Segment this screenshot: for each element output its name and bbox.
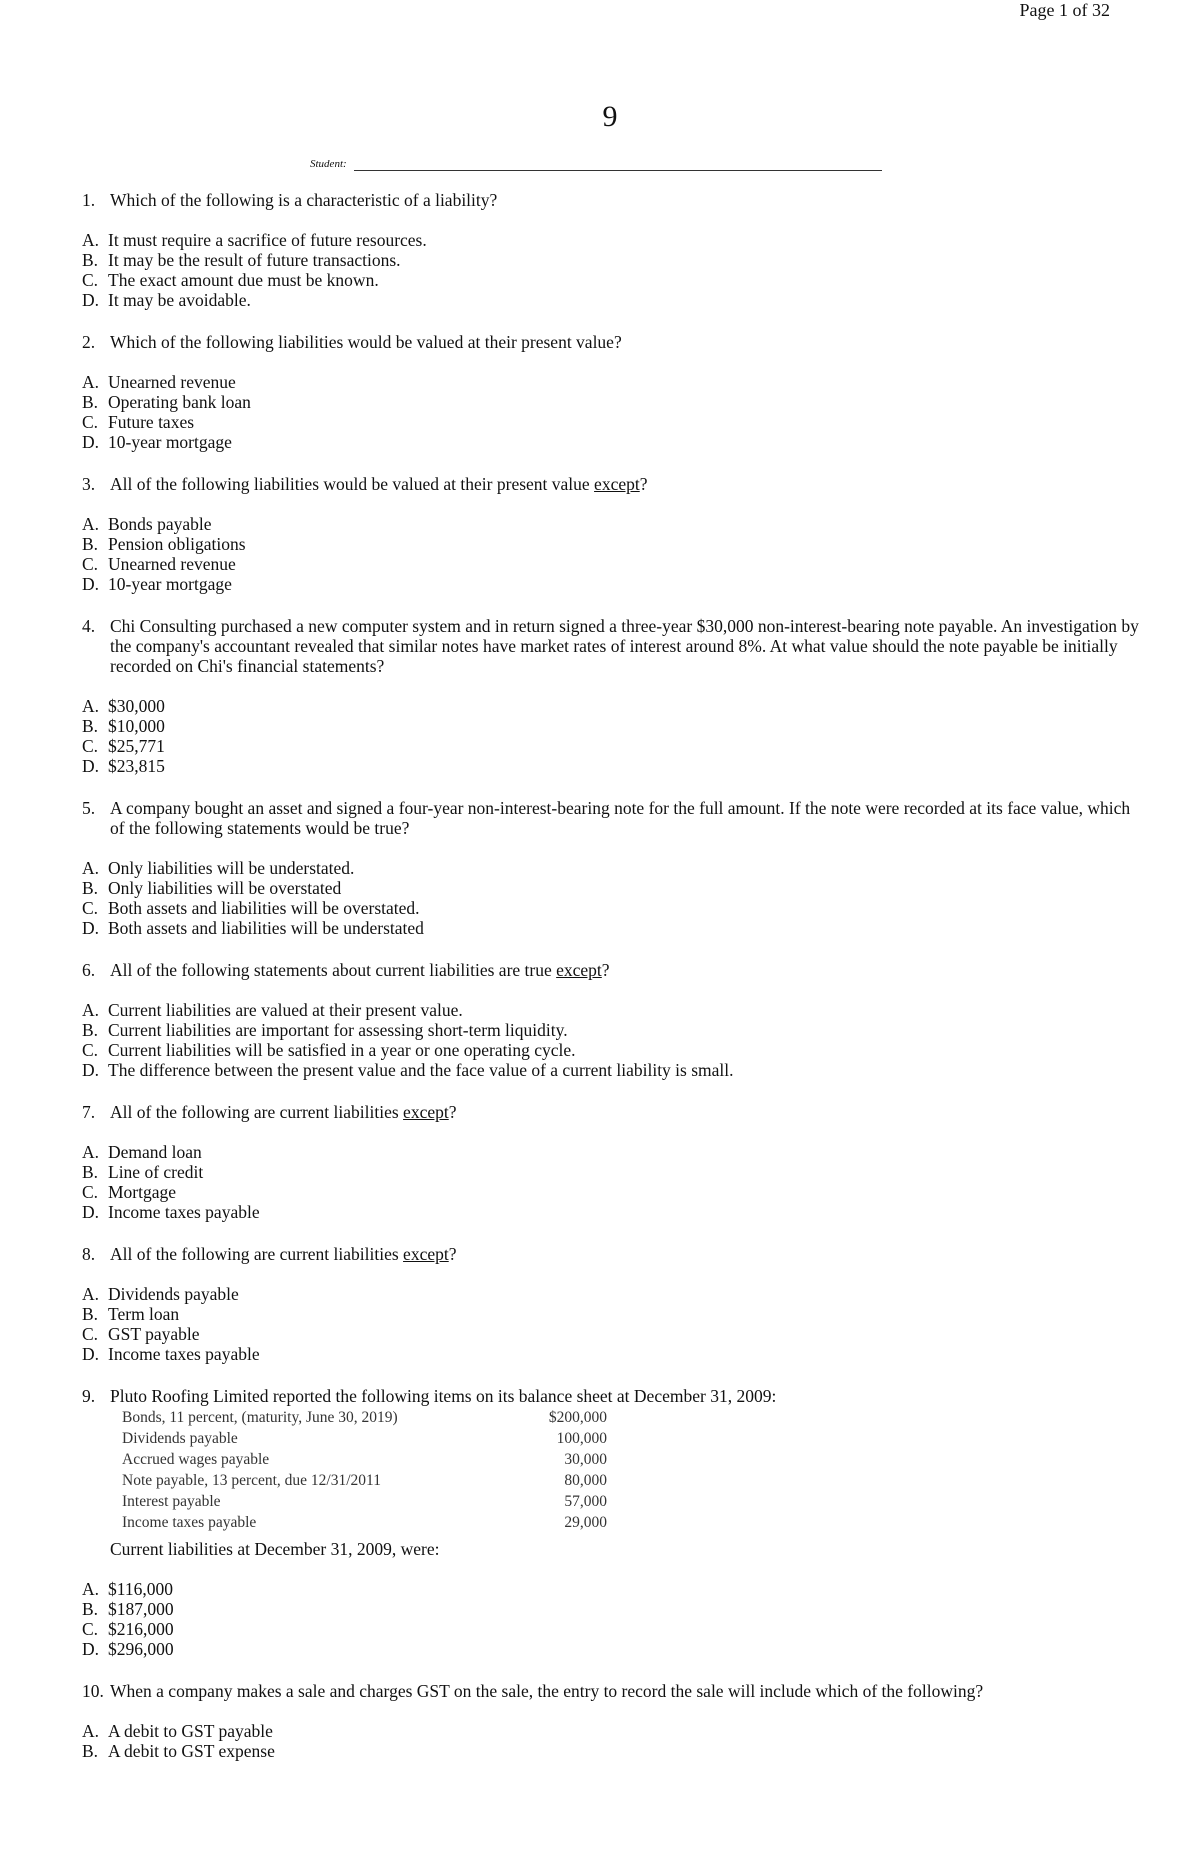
student-name-rule [354, 170, 882, 171]
question-stem [82, 616, 1142, 676]
answer-choice [82, 1020, 1142, 1040]
question-spacer [82, 1222, 1142, 1244]
question-spacer [82, 1659, 1142, 1681]
choice-letter: C. [82, 1324, 99, 1344]
choice-letter: C. [82, 1182, 99, 1202]
choice-text: It may be avoidable. [108, 290, 251, 310]
choice-text: The difference between the present value and the face value of a current liability is small. [108, 1060, 734, 1080]
answer-choice [82, 554, 1142, 574]
choice-text: $296,000 [108, 1639, 174, 1659]
question-text-main: All of the following are current liabilities [110, 1102, 404, 1122]
question-text [110, 960, 1142, 980]
question-text-main: When a company makes a sale and charges GST on the sale, the entry to record the sale will include which of the following? [110, 1681, 984, 1701]
choice-text: Future taxes [108, 412, 195, 432]
question [82, 960, 1142, 1102]
choice-letter: A. [82, 372, 100, 392]
balance-sheet-amount: 80,000 [564, 1472, 607, 1489]
question [82, 1386, 1142, 1681]
answer-choice [82, 290, 1142, 310]
question-text-main: All of the following liabilities would be valued at their present value [110, 474, 595, 494]
choice-text: It may be the result of future transactions. [108, 250, 401, 270]
question-list [82, 190, 1142, 1761]
question-number: 7. [82, 1102, 96, 1122]
choice-letter: D. [82, 1060, 100, 1080]
choice-letter: B. [82, 878, 99, 898]
balance-sheet-item: Interest payable [122, 1493, 221, 1510]
question-text [110, 474, 1142, 494]
choice-letter: D. [82, 290, 100, 310]
choice-letter: A. [82, 696, 100, 716]
choice-letter: B. [82, 1741, 99, 1761]
choice-letter: C. [82, 412, 99, 432]
question-text-end: ? [639, 474, 648, 494]
question-stem [82, 1102, 1142, 1122]
answer-choice [82, 736, 1142, 756]
chapter-number [0, 100, 1200, 134]
answer-choice [82, 1599, 1142, 1619]
choice-text: It must require a sacrifice of future resources. [108, 230, 427, 250]
balance-sheet-item: Accrued wages payable [122, 1451, 270, 1468]
balance-sheet-item: Note payable, 13 percent, due 12/31/2011 [122, 1472, 381, 1489]
choice-letter: C. [82, 270, 99, 290]
question-text-main: A company bought an asset and signed a four-year non-interest-bearing note for the full amount. If the note were recorded at its face value, which of the following statements would be true? [110, 798, 1131, 838]
answer-choice [82, 1162, 1142, 1182]
answer-choice [82, 270, 1142, 290]
question-spacer [82, 938, 1142, 960]
choice-letter: B. [82, 1162, 99, 1182]
question-stem [82, 190, 1142, 210]
choice-text: $30,000 [108, 696, 165, 716]
question-stem [82, 960, 1142, 980]
choice-letter: C. [82, 554, 99, 574]
question-text-main: All of the following are current liabilities [110, 1244, 404, 1264]
choice-text: Only liabilities will be understated. [108, 858, 355, 878]
balance-sheet-amount: 57,000 [564, 1493, 607, 1510]
question-spacer [82, 594, 1142, 616]
choice-text: Dividends payable [108, 1284, 239, 1304]
choice-text: Current liabilities will be satisfied in a year or one operating cycle. [108, 1040, 576, 1060]
answer-choice [82, 716, 1142, 736]
answer-choice [82, 1304, 1142, 1324]
answer-choice [82, 534, 1142, 554]
choice-letter: B. [82, 534, 99, 554]
choice-text: Income taxes payable [108, 1202, 260, 1222]
choice-letter: C. [82, 1619, 99, 1639]
answer-choices [82, 372, 1142, 452]
table-row [122, 1428, 1142, 1449]
choice-letter: B. [82, 716, 99, 736]
choice-letter: A. [82, 858, 100, 878]
answer-choices [82, 1000, 1142, 1080]
question [82, 1681, 1142, 1761]
answer-choice [82, 574, 1142, 594]
question-followup: Current liabilities at December 31, 2009, were: [110, 1539, 440, 1559]
choice-letter: D. [82, 1344, 100, 1364]
choice-letter: C. [82, 898, 99, 918]
question-emphasis: except [556, 960, 602, 980]
question [82, 474, 1142, 616]
chapter-number-text: 9 [602, 100, 618, 133]
choice-text: Unearned revenue [108, 554, 236, 574]
question-emphasis: except [403, 1102, 449, 1122]
question [82, 332, 1142, 474]
question-number: 3. [82, 474, 96, 494]
question [82, 798, 1142, 960]
question-number: 10. [82, 1681, 104, 1701]
choice-letter: B. [82, 1020, 99, 1040]
choice-letter: A. [82, 1284, 100, 1304]
choice-text: $25,771 [108, 736, 165, 756]
table-row [122, 1470, 1142, 1491]
choice-text: Pension obligations [108, 534, 246, 554]
answer-choice [82, 878, 1142, 898]
choice-letter: D. [82, 918, 100, 938]
choice-letter: B. [82, 250, 99, 270]
choice-text: GST payable [108, 1324, 200, 1344]
choice-letter: C. [82, 736, 99, 756]
question [82, 616, 1142, 798]
choice-letter: C. [82, 1040, 99, 1060]
answer-choice [82, 1182, 1142, 1202]
answer-choice [82, 1284, 1142, 1304]
question-emphasis: except [594, 474, 640, 494]
choice-letter: B. [82, 1304, 99, 1324]
answer-choice [82, 1000, 1142, 1020]
choice-letter: A. [82, 1721, 100, 1741]
balance-sheet-table [122, 1407, 1142, 1533]
question-spacer [82, 452, 1142, 474]
choice-letter: A. [82, 1142, 100, 1162]
table-row [122, 1449, 1142, 1470]
question-text-end: ? [601, 960, 610, 980]
question-spacer [82, 310, 1142, 332]
question [82, 1244, 1142, 1386]
choice-text: 10-year mortgage [108, 574, 232, 594]
question-spacer [82, 1080, 1142, 1102]
question-text [110, 332, 1142, 352]
answer-choice [82, 918, 1142, 938]
balance-sheet-amount: 30,000 [564, 1451, 607, 1468]
question-text-main: Pluto Roofing Limited reported the following items on its balance sheet at December 31, 2009: [110, 1386, 777, 1406]
answer-choice [82, 372, 1142, 392]
choice-text: Current liabilities are valued at their present value. [108, 1000, 463, 1020]
question-text [110, 1244, 1142, 1264]
question-text [110, 1681, 1142, 1701]
answer-choices [82, 1284, 1142, 1364]
choice-text: Both assets and liabilities will be overstated. [108, 898, 420, 918]
question-spacer [82, 1364, 1142, 1386]
answer-choice [82, 1060, 1142, 1080]
answer-choice [82, 756, 1142, 776]
table-row [122, 1407, 1142, 1428]
page-number: Page 1 of 32 [1019, 0, 1110, 20]
question-number: 9. [82, 1386, 96, 1406]
question-emphasis: except [403, 1244, 449, 1264]
answer-choice [82, 432, 1142, 452]
answer-choice [82, 898, 1142, 918]
choice-text: Bonds payable [108, 514, 212, 534]
student-label: Student: [310, 158, 347, 170]
choice-letter: B. [82, 392, 99, 412]
answer-choice [82, 1344, 1142, 1364]
question-stem [82, 1244, 1142, 1264]
choice-letter: D. [82, 1202, 100, 1222]
answer-choice [82, 1040, 1142, 1060]
balance-sheet-amount: 100,000 [556, 1430, 607, 1447]
choice-text: Only liabilities will be overstated [108, 878, 342, 898]
answer-choice [82, 1324, 1142, 1344]
question-stem [82, 1681, 1142, 1701]
answer-choice [82, 1721, 1142, 1741]
answer-choice [82, 230, 1142, 250]
question-stem [82, 332, 1142, 352]
choice-text: Mortgage [108, 1182, 177, 1202]
question-number: 4. [82, 616, 96, 636]
question-text [110, 1102, 1142, 1122]
choice-letter: A. [82, 230, 100, 250]
answer-choices [82, 230, 1142, 310]
choice-text: $216,000 [108, 1619, 174, 1639]
choice-text: $10,000 [108, 716, 165, 736]
balance-sheet-item: Income taxes payable [122, 1514, 257, 1531]
choice-text: Operating bank loan [108, 392, 251, 412]
question-number: 8. [82, 1244, 96, 1264]
balance-sheet-item: Bonds, 11 percent, (maturity, June 30, 2019) [122, 1409, 398, 1426]
choice-text: The exact amount due must be known. [108, 270, 379, 290]
question-text [110, 798, 1142, 838]
choice-letter: A. [82, 1579, 100, 1599]
choice-text: Income taxes payable [108, 1344, 260, 1364]
choice-text: Demand loan [108, 1142, 202, 1162]
table-row [122, 1512, 1142, 1533]
student-name-line [310, 158, 882, 170]
answer-choice [82, 392, 1142, 412]
choice-letter: B. [82, 1599, 99, 1619]
choice-text: $23,815 [108, 756, 165, 776]
balance-sheet-item: Dividends payable [122, 1430, 238, 1447]
choice-letter: D. [82, 756, 100, 776]
question-spacer [82, 776, 1142, 798]
question-stem [82, 474, 1142, 494]
answer-choice [82, 1579, 1142, 1599]
question-text-main: All of the following statements about current liabilities are true [110, 960, 557, 980]
choice-text: Both assets and liabilities will be understated [108, 918, 424, 938]
answer-choices [82, 1142, 1142, 1222]
choice-text: Unearned revenue [108, 372, 236, 392]
answer-choices [82, 1579, 1142, 1659]
choice-text: $187,000 [108, 1599, 174, 1619]
choice-letter: D. [82, 1639, 100, 1659]
question-text [110, 616, 1142, 676]
answer-choices [82, 696, 1142, 776]
choice-letter: D. [82, 574, 100, 594]
question-text [110, 1386, 1142, 1406]
answer-choices [82, 514, 1142, 594]
question-text-end: ? [448, 1244, 457, 1264]
answer-choice [82, 514, 1142, 534]
answer-choices [82, 1721, 1142, 1761]
answer-choice [82, 1741, 1142, 1761]
answer-choices [82, 858, 1142, 938]
answer-choice [82, 1639, 1142, 1659]
answer-choice [82, 1202, 1142, 1222]
question-stem [82, 1386, 1142, 1406]
question-text-main: Which of the following is a characteristic of a liability? [110, 190, 498, 210]
choice-text: A debit to GST payable [108, 1721, 273, 1741]
question-text-main: Which of the following liabilities would be valued at their present value? [110, 332, 622, 352]
balance-sheet-amount: 29,000 [564, 1514, 607, 1531]
question-text-end: ? [448, 1102, 457, 1122]
question-text [110, 190, 1142, 210]
choice-text: $116,000 [108, 1579, 173, 1599]
choice-text: Line of credit [108, 1162, 204, 1182]
question [82, 190, 1142, 332]
question-number: 1. [82, 190, 96, 210]
choice-letter: A. [82, 1000, 100, 1020]
answer-choice [82, 1619, 1142, 1639]
choice-letter: D. [82, 432, 100, 452]
answer-choice [82, 412, 1142, 432]
table-row [122, 1491, 1142, 1512]
answer-choice [82, 250, 1142, 270]
choice-letter: A. [82, 514, 100, 534]
choice-text: Current liabilities are important for assessing short-term liquidity. [108, 1020, 568, 1040]
question-number: 5. [82, 798, 96, 818]
choice-text: Term loan [108, 1304, 180, 1324]
question [82, 1102, 1142, 1244]
answer-choice [82, 696, 1142, 716]
question-stem [82, 798, 1142, 838]
question-number: 2. [82, 332, 96, 352]
question-number: 6. [82, 960, 96, 980]
answer-choice [82, 858, 1142, 878]
choice-text: A debit to GST expense [108, 1741, 275, 1761]
answer-choice [82, 1142, 1142, 1162]
choice-text: 10-year mortgage [108, 432, 232, 452]
question-text-main: Chi Consulting purchased a new computer system and in return signed a three-year $30,000 non-interest-bearing note payable. An investigation by the company's accountant revealed that similar notes have market rates of interest around 8%. At what value should the note payable be initially recorded on Chi's financial statements? [110, 616, 1139, 676]
balance-sheet-amount: $200,000 [548, 1409, 607, 1426]
